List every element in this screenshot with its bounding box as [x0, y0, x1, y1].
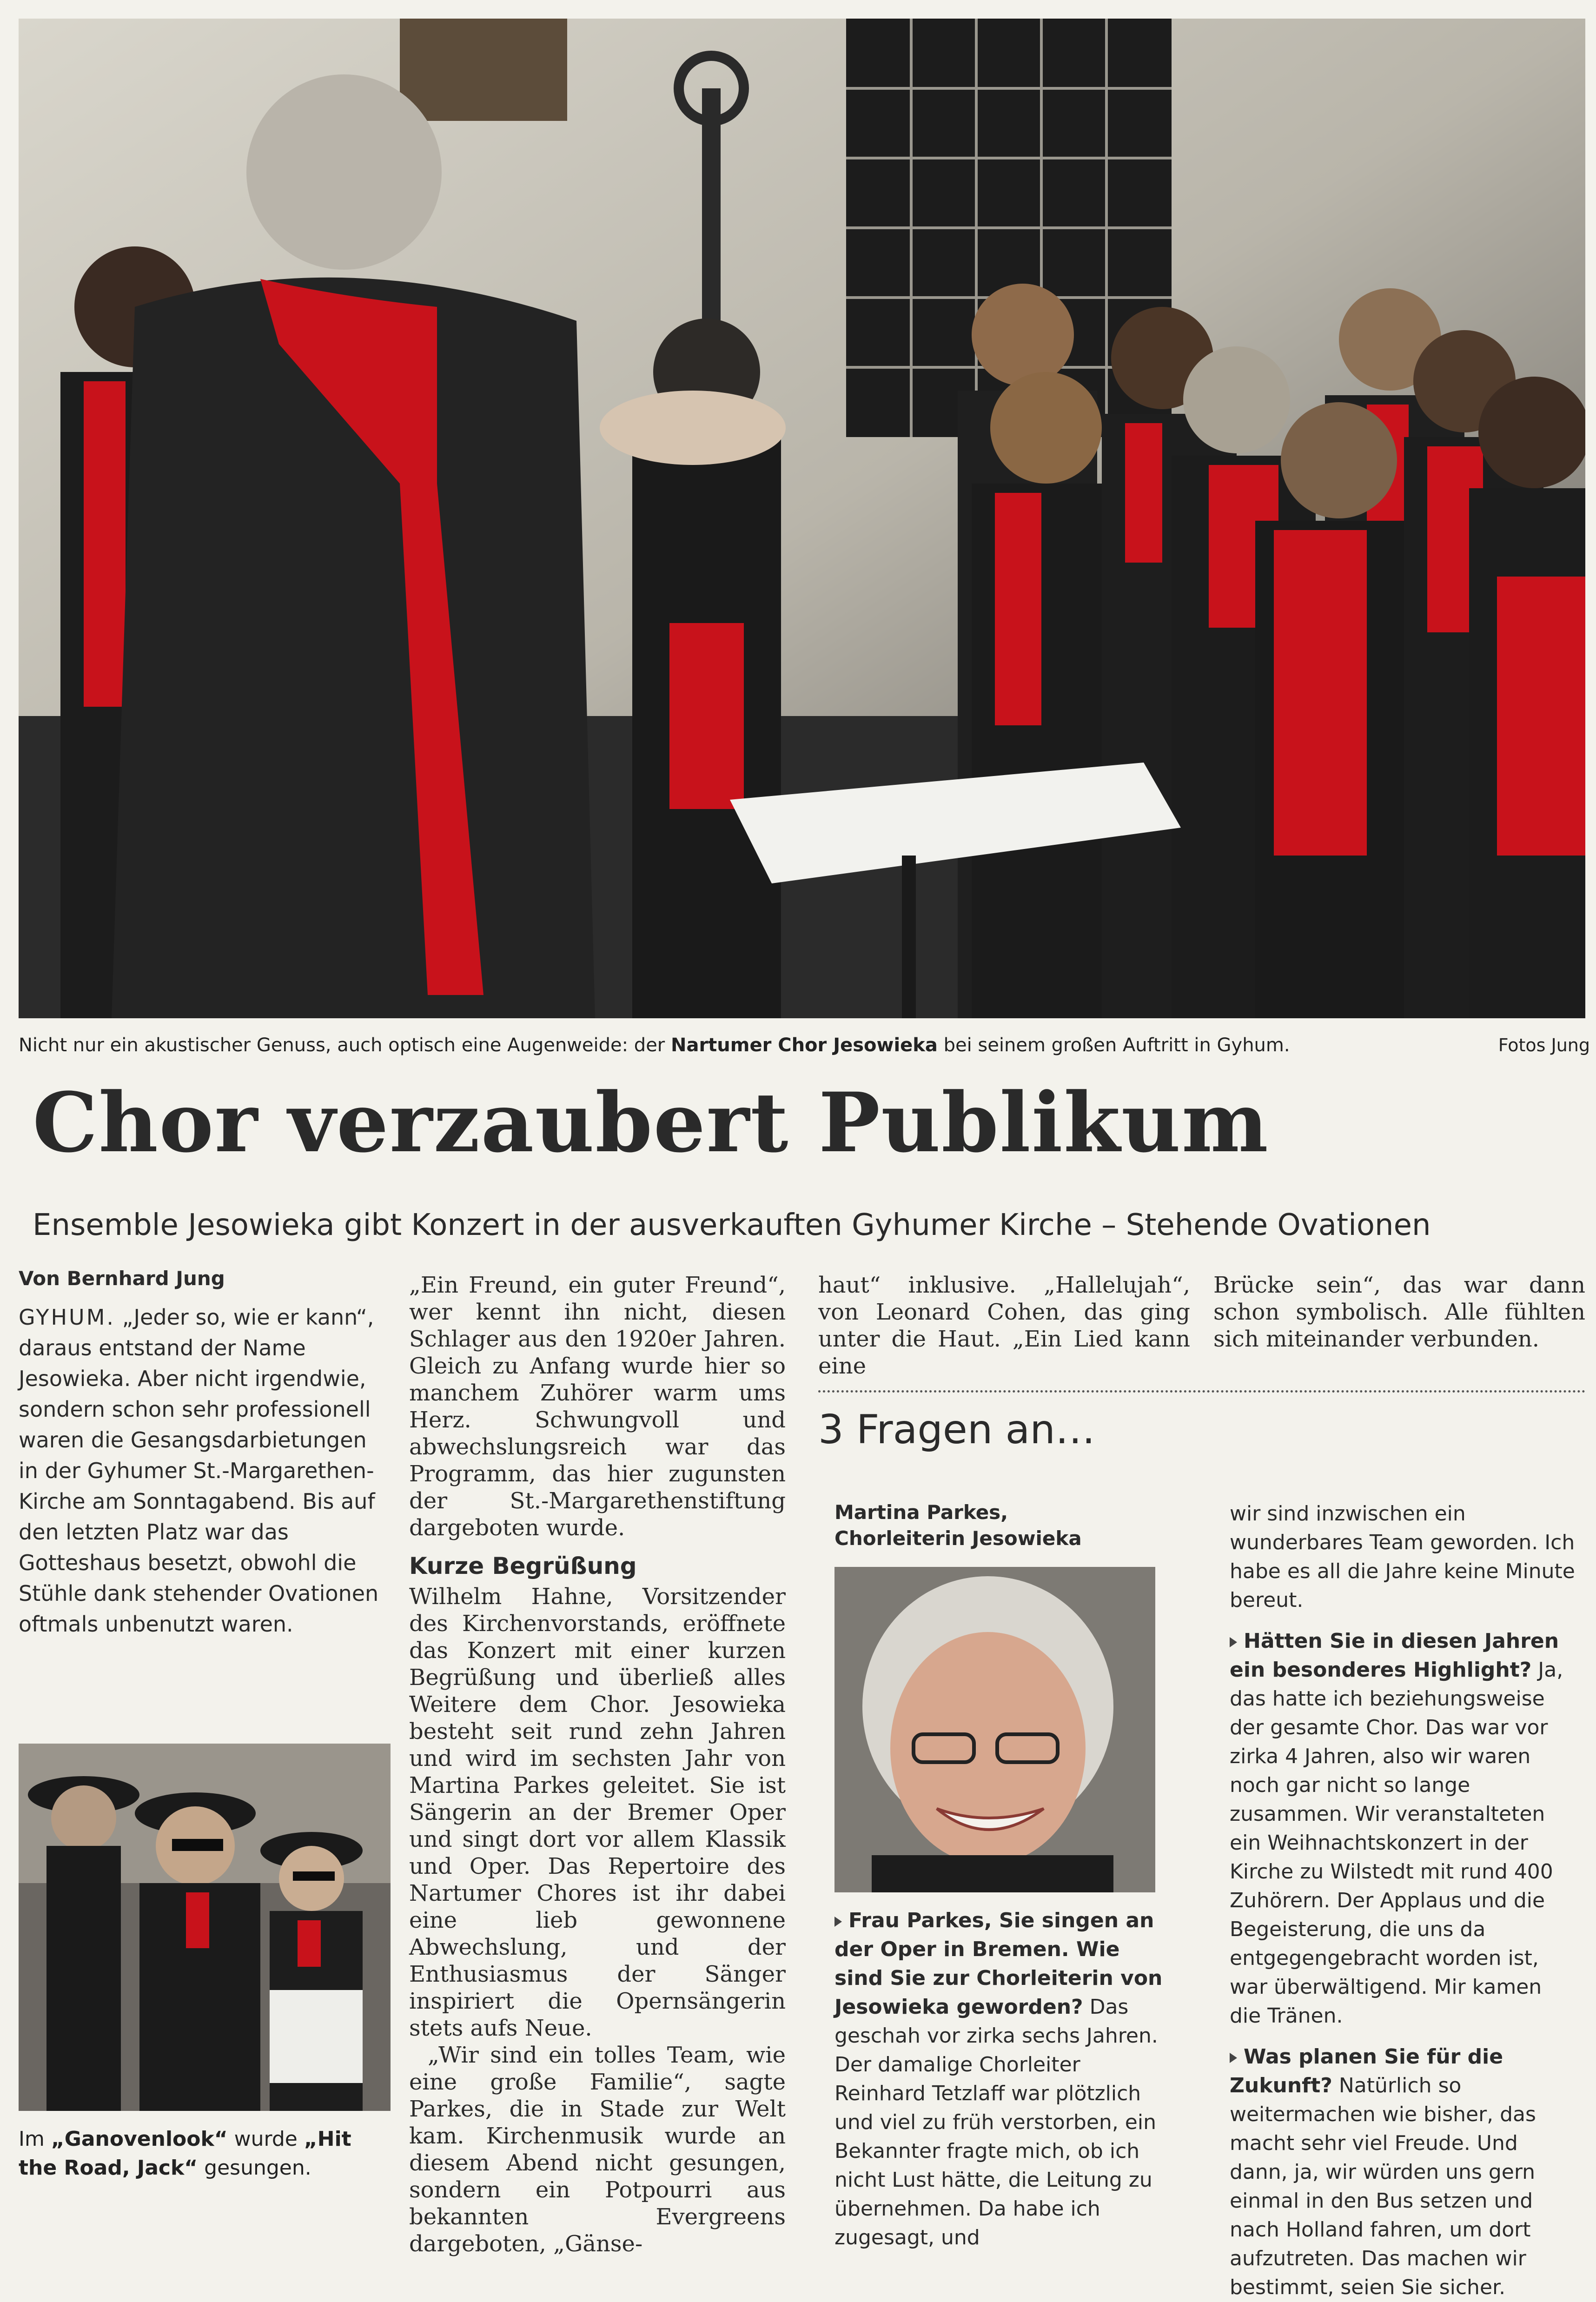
portrait-photo	[834, 1567, 1155, 1892]
small-caption-bold2: „Hit the Road, Jack“	[19, 2127, 351, 2180]
article-column-2	[409, 1272, 786, 2257]
col2-paragraph-1: „Ein Freund, ein guter Freund“, wer kennt ihn nicht, diesen Schlager aus den 1920er Jahren. Gleich zu Anfang wurde hier so manchem Zuhörer warm ums Herz. Schwungvoll und abwechslungsreich war das Programm, das hier zugunsten der St.-Margarethenstiftung dargeboten wurde.	[409, 1272, 786, 1541]
interview-column-1	[834, 1906, 1169, 2252]
small-caption-pre: Im	[19, 2127, 51, 2151]
article-column-4-top	[1213, 1272, 1585, 1353]
caption-outro: bei seinem großen Auftritt in Gyhum.	[937, 1035, 1290, 1056]
dotted-separator	[818, 1390, 1585, 1393]
main-photo	[19, 19, 1585, 1018]
article-column-3-top	[818, 1272, 1190, 1380]
headline: Chor verzaubert Publikum	[33, 1075, 1269, 1171]
col4-text: Brücke sein“, das war dann schon symbolisch. Alle fühlten sich miteinander verbunden.	[1213, 1272, 1585, 1352]
col1-text: „Jeder so, wie er kann“, daraus entstand der Name Jesowieka. Aber nicht irgendwie, sondern schon sehr professionell waren die Gesangsdarbietungen in der Gyhumer St.-Margarethen-Kirche am Sonntagabend. Bis auf den letzten Platz war das Gotteshaus besetzt, obwohl die Stühle dank stehender Ovationen oftmals unbenutzt waren.	[19, 1305, 379, 1637]
photo-credit: Fotos Jung	[1498, 1035, 1590, 1055]
question-2: Hätten Sie in diesen Jahren ein besonderes Highlight?	[1230, 1629, 1559, 1682]
interviewee-role: Chorleiterin Jesowieka	[834, 1527, 1082, 1550]
interview-name	[834, 1499, 1169, 1552]
bullet-triangle-icon	[1230, 1637, 1237, 1647]
main-photo-caption	[19, 1033, 1413, 1057]
caption-intro: Nicht nur ein akustischer Genuss, auch optisch eine Augenweide: der	[19, 1035, 671, 1056]
question-3: Was planen Sie für die Zukunft?	[1230, 2045, 1503, 2097]
col2-paragraph-2: Wilhelm Hahne, Vorsitzender des Kirchenvorstands, eröffnete das Konzert mit einer kurzen Begrüßung und überließ alles Weitere dem Chor. Jesowieka besteht seit rund zehn Jahren und wird im sechsten Jahr von Martina Parkes geleitet. Sie ist Sängerin an der Bremer Oper und singt dort vor allem Klassik und Oper. Das Repertoire des Nartumer Chores ist ihr dabei eine lieb gewonnene Abwechslung, und der Enthusiasmus der Sänger inspiriert die Opernsängerin stets aufs Neue.	[409, 1584, 786, 2041]
portrait-illustration	[834, 1567, 1155, 1892]
subheadline: Ensemble Jesowieka gibt Konzert in der ausverkauften Gyhumer Kirche – Stehende Ovationen	[33, 1208, 1431, 1242]
caption-bold: Nartumer Chor Jesowieka	[670, 1035, 938, 1056]
choir-photo-illustration	[19, 19, 1585, 1018]
col2-subheading: Kurze Begrüßung	[409, 1552, 637, 1579]
answer-2: Ja, das hatte ich beziehungsweise der gesamte Chor. Das war vor zirka 4 Jahren, also wir waren noch gar nicht so lange zusammen. Wir veranstalteten ein Weihnachtskonzert in der Kirche zu Wilstedt mit rund 400 Zuhörern. Der Applaus und die Begeisterung, die uns da entgegengebracht worden ist, war überwältigend. Mir kamen die Tränen.	[1230, 1658, 1563, 2028]
bullet-triangle-icon	[1230, 2053, 1237, 2063]
interviewee-name: Martina Parkes,	[834, 1501, 1008, 1524]
article-column-1	[19, 1302, 391, 1639]
small-photo-caption	[19, 2125, 391, 2183]
col3-text: haut“ inklusive. „Hallelujah“, von Leonard Cohen, das ging unter die Haut. „Ein Lied kann eine	[818, 1272, 1190, 1379]
answer-3: Natürlich so weitermachen wie bisher, das macht sehr viel Freude. Und dann, ja, wir würden uns gern einmal in den Bus setzen und nach Holland fahren, um dort aufzutreten. Das machen wir bestimmt, seien Sie sicher.	[1230, 2074, 1536, 2299]
interview-heading: 3 Fragen an…	[818, 1406, 1095, 1453]
gangster-photo-illustration	[19, 1744, 391, 2111]
interview-column-2	[1230, 1499, 1578, 2302]
small-photo	[19, 1744, 391, 2111]
bullet-triangle-icon	[834, 1917, 842, 1927]
byline: Von Bernhard Jung	[19, 1267, 225, 1290]
col2-paragraph-3: „Wir sind ein tolles Team, wie eine große Familie“, sagte Parkes, die in Stade zur Welt kam. Kirchenmusik wurde an diesem Abend nicht gesungen, sondern ein Potpourri aus bekannten Evergreens dargeboten, „Gänse-	[409, 2042, 786, 2257]
dateline: GYHUM.	[19, 1305, 116, 1330]
answer-1-continued: wir sind inzwischen ein wunderbares Team geworden. Ich habe es all die Jahre keine Minute bereut.	[1230, 1502, 1575, 1612]
small-caption-bold1: „Ganovenlook“	[51, 2127, 228, 2151]
answer-1: Das geschah vor zirka sechs Jahren. Der damalige Chorleiter Reinhard Tetzlaff war plötzlich und viel zu früh verstorben, ein Bekannter fragte mich, ob ich nicht Lust hätte, die Leitung zu übernehmen. Da habe ich zugesagt, und	[834, 1995, 1158, 2249]
small-caption-post: gesungen.	[198, 2156, 311, 2180]
small-caption-mid: wurde	[227, 2127, 304, 2151]
question-1: Frau Parkes, Sie singen an der Oper in Bremen. Wie sind Sie zur Chorleiterin von Jesowieka geworden?	[834, 1909, 1163, 2019]
